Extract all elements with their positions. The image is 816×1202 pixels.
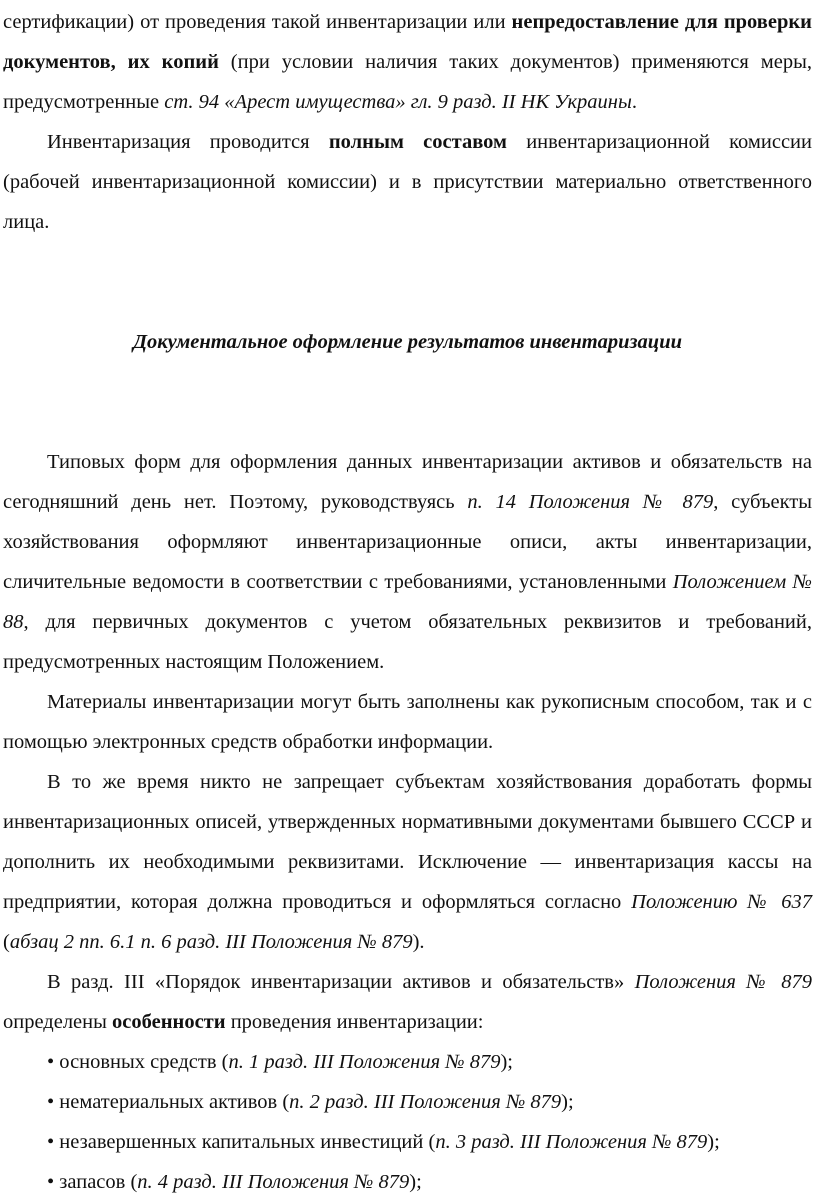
list-item	[3, 1162, 812, 1202]
paragraph-commission	[3, 122, 812, 242]
text-run: , для первичных документов с учетом обязательных реквизитов и требований, предусмотренных настоящим Положением.	[3, 611, 812, 673]
list-item-end: );	[500, 1051, 513, 1073]
paragraph-features	[3, 962, 812, 1042]
text-run: , субъекты хозяйствования оформляют инвентаризационные описи, акты инвентаризации, сличительные ведомости в соответствии с требованиями, установленными	[3, 491, 812, 593]
paragraph-materials: Материалы инвентаризации могут быть заполнены как рукописным способом, так и с помощью электронных средств обработки информации.	[3, 691, 812, 753]
italic-reference: п. 2 разд. III Положения № 879	[289, 1091, 562, 1113]
list-item-text: • незавершенных капитальных инвестиций (	[47, 1131, 436, 1153]
list-item-end: );	[561, 1091, 574, 1113]
list-item-end: );	[409, 1171, 422, 1193]
text-run: .	[631, 91, 637, 113]
italic-reference: п. 3 разд. III Положения № 879	[435, 1131, 708, 1153]
bold-run: полным составом	[328, 131, 507, 153]
text-run: (при условии наличия таких документов) применяются меры, предусмотренные	[3, 51, 812, 113]
text-run: инвентаризационной комиссии (рабочей инвентаризационной комиссии) и в присутствии материально ответственного лица.	[3, 131, 812, 233]
italic-reference: п. 4 разд. III Положения № 879	[137, 1171, 410, 1193]
italic-reference: п. 1 разд. III Положения № 879	[228, 1051, 501, 1073]
document-page	[0, 2, 816, 1201]
paragraph-exception	[3, 762, 812, 962]
italic-reference: абзац 2 пп. 6.1 п. 6 разд. III Положения № 879	[9, 931, 413, 953]
bold-run: непредоставление для проверки документов, их копий	[3, 11, 812, 73]
list-item	[3, 1122, 812, 1162]
list-item-text: • запасов (	[47, 1171, 138, 1193]
italic-reference: Положению № 637	[631, 891, 812, 913]
list-item-text: • нематериальных активов (	[47, 1091, 290, 1113]
list-item	[3, 1082, 812, 1122]
paragraph-continuation	[3, 2, 812, 122]
list-item	[3, 1042, 812, 1082]
text-run: (	[3, 931, 10, 953]
text-run: Инвентаризация проводится	[47, 131, 329, 153]
text-run: Типовых форм для оформления данных инвентаризации активов и обязательств на сегодняшний день нет. Поэтому, руководствуясь	[3, 451, 812, 513]
italic-reference: ст. 94 «Арест имущества» гл. 9 разд. II НК Украины	[164, 91, 632, 113]
italic-reference: п. 14 Положения № 879	[467, 491, 714, 513]
italic-reference: Положения № 879	[634, 971, 812, 993]
bold-run: особенности	[112, 1011, 226, 1033]
text-run: В разд. III «Порядок инвентаризации активов и обязательств»	[47, 971, 635, 993]
italic-reference: Положением № 88	[3, 571, 812, 633]
text-run: ).	[412, 931, 425, 953]
list-item-text: • основных средств (	[47, 1051, 229, 1073]
paragraph-forms	[3, 442, 812, 682]
list-item-end: );	[707, 1131, 720, 1153]
text-run: В то же время никто не запрещает субъектам хозяйствования доработать формы инвентаризационных описей, утвержденных нормативными документами бывшего СССР и дополнить их необходимыми реквизитами. Исключение — инвентаризация кассы на предприятии, которая должна проводиться и оформляться согласно	[3, 771, 812, 913]
text-run: сертификации) от проведения такой инвентаризации или	[3, 11, 512, 33]
section-heading: Документальное оформление результатов инвентаризации	[132, 331, 682, 353]
text-run: определены	[3, 1011, 113, 1033]
text-run: проведения инвентаризации:	[225, 1011, 484, 1033]
